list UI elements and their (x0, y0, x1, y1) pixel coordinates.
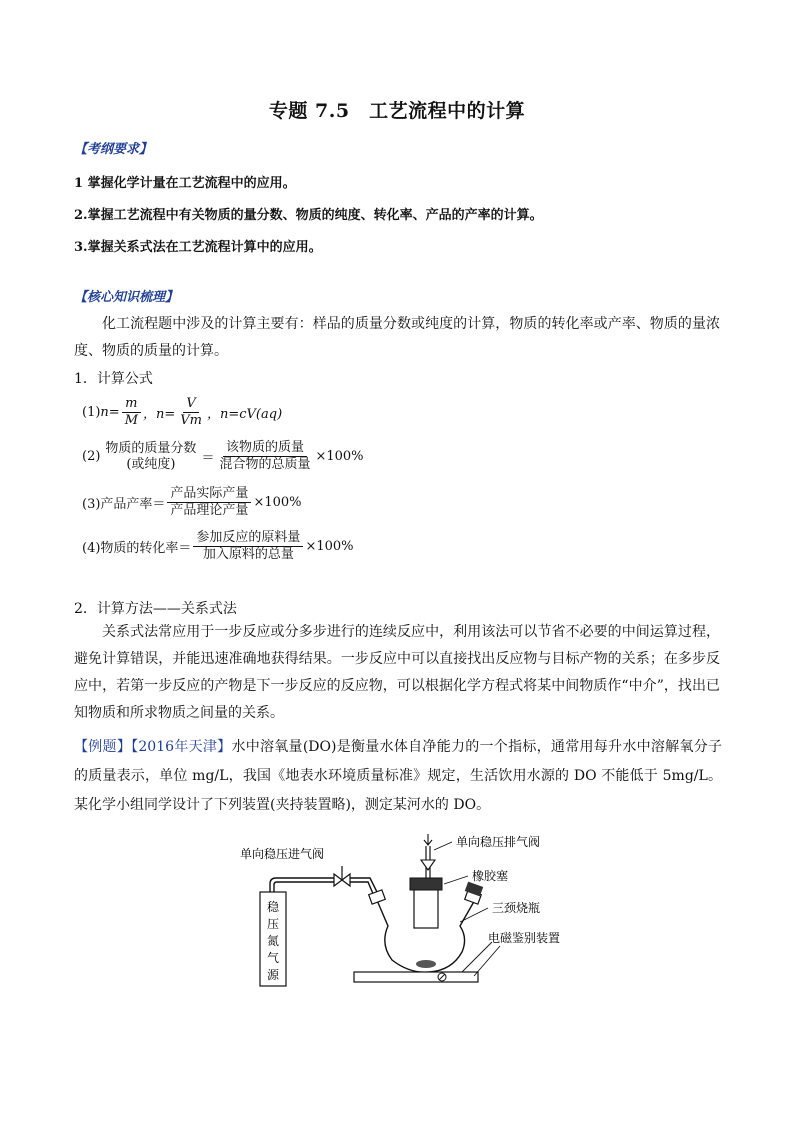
requirement-2: 2.掌握工艺流程中有关物质的量分数、物质的纯度、转化率、产品的产率的计算。 (74, 208, 543, 223)
rubber-stopper (410, 878, 442, 890)
formula-2-left (102, 441, 199, 473)
label-stopper: 橡胶塞 (472, 869, 509, 883)
label-outlet-valve: 单向稳压排气阀 (456, 835, 541, 849)
formula-2-den: 混合物的总质量 (219, 457, 311, 472)
formula-1-frac-a-num: m (122, 396, 140, 413)
inlet-pipe (270, 878, 334, 892)
formula-2-eq: ＝ (201, 451, 215, 466)
formula-3-tail: ×100% (253, 495, 302, 510)
formula-1-frac-b-num: V (183, 396, 198, 413)
formula-4-frac (193, 530, 303, 563)
source-char-4: 气 (266, 951, 280, 965)
formula-2-frac (216, 440, 313, 473)
label-inlet-valve: 单向稳压进气阀 (240, 847, 325, 861)
source-char-2: 压 (266, 917, 280, 931)
example-text: 水中溶氧量(DO)是衡量水体自净能力的一个指标，通常用每升水中溶解氧分子的质量表示，单位 mg/L，我国《地表水环境质量标准》规定，生活饮用水源的 DO 不能低于 5mg/L。某化学小组同学设计了下列装置(夹持装置略)，测定某河水的 DO。 (74, 739, 723, 813)
formula-2-left-bottom: (或纯度) (126, 456, 176, 472)
formula-3-den: 产品理论产量 (170, 503, 249, 518)
magnetic-stirrer (354, 972, 478, 982)
formula-1 (82, 396, 282, 429)
formula-4 (82, 530, 354, 563)
source-char-3: 氮 (266, 934, 280, 948)
formula-1-prefix: (1) (82, 405, 101, 420)
formula-1-frac-b (177, 396, 205, 429)
formula-4-num: 参加反应的原料量 (193, 530, 303, 547)
formula-1-frac-a-den: M (124, 413, 138, 428)
heading-method: 2．计算方法——关系式法 (74, 601, 237, 617)
source-char-5: 源 (266, 968, 280, 982)
inlet-valve-icon (334, 874, 342, 886)
label-flask: 三颈烧瓶 (492, 901, 541, 915)
formula-2-num: 该物质的质量 (223, 440, 307, 457)
formula-3-num: 产品实际产量 (167, 486, 251, 503)
formula-2-tail: ×100% (315, 449, 364, 464)
apparatus-diagram (230, 832, 560, 992)
formula-4-prefix: (4)物质的转化率＝ (82, 541, 192, 556)
formula-2 (82, 440, 364, 473)
formula-2-prefix: (2) (82, 449, 101, 464)
formula-2-left-top: 物质的质量分数 (105, 440, 197, 456)
source-char-1: 稳 (266, 900, 280, 914)
requirement-1: 1 掌握化学计量在工艺流程中的应用。 (74, 176, 296, 191)
formula-1-a: n= (100, 405, 120, 420)
formula-1-b: ，n= (143, 407, 176, 422)
formula-4-den: 加入原料的总量 (202, 547, 294, 562)
formula-1-c: ，n=cV(aq) (206, 407, 283, 422)
formula-1-frac-a (122, 396, 141, 429)
formula-3 (82, 486, 302, 519)
requirements-tag: 【考纲要求】 (74, 142, 153, 157)
formula-4-tail: ×100% (305, 539, 354, 554)
heading-formulas: 1．计算公式 (74, 371, 153, 387)
intro-paragraph: 化工流程题中涉及的计算主要有：样品的质量分数或纯度的计算，物质的转化率或产率、物质的量浓度、物质的质量的计算。 (74, 316, 720, 359)
core-knowledge-tag: 【核心知识梳理】 (74, 290, 179, 305)
label-stirrer: 电磁鉴别装置 (488, 931, 560, 945)
example-tag: 【例题】 (74, 739, 132, 755)
formula-3-prefix: (3)产品产率＝ (82, 497, 166, 512)
formula-1-frac-b-den: Vm (180, 413, 202, 428)
example-source-tag: 【2016年天津】 (131, 739, 232, 755)
method-paragraph: 关系式法常应用于一步反应或分多步进行的连续反应中，利用该法可以节省不必要的中间运算过程，避免计算错误，并能迅速准确地获得结果。一步反应中可以直接找出反应物与目标产物的关系；在多步反应中，若第一步反应的产物是下一步反应的反应物，可以根据化学方程式将某中间物质作“中介”，找出已知物质和所求物质之间量的关系。 (74, 624, 720, 721)
stir-bar (416, 960, 436, 968)
example-paragraph (74, 733, 722, 820)
outlet-valve-icon (421, 860, 435, 870)
formula-3-frac (167, 486, 251, 519)
page-title: 专题 7.5 工艺流程中的计算 (268, 100, 526, 122)
requirement-3: 3.掌握关系式法在工艺流程计算中的应用。 (74, 240, 322, 255)
